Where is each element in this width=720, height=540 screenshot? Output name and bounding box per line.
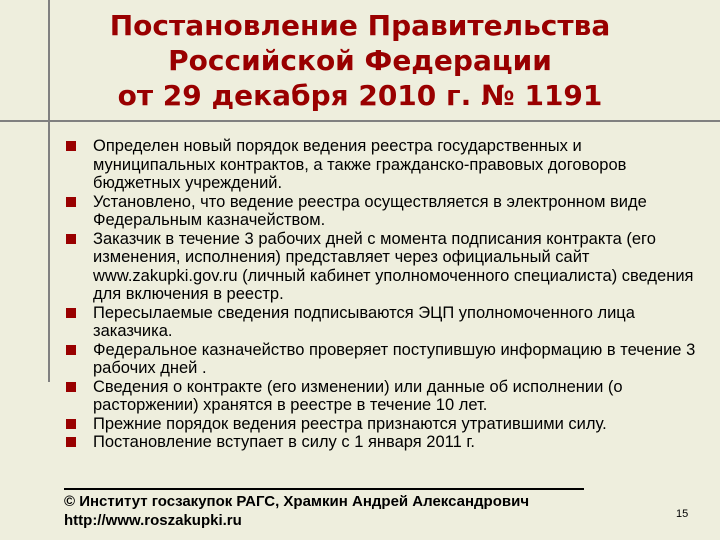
bullet-square-icon [66, 234, 76, 244]
footer-copyright: © Институт госзакупок РАГС, Храмкин Андрей Александрович [64, 493, 530, 510]
bullet-text: Постановление вступает в силу с 1 января 2011 г. [93, 433, 475, 451]
bullet-text: Пересылаемые сведения подписываются ЭЦП уполномоченного лица заказчика. [93, 303, 635, 340]
bullet-text: Федеральное казначейство проверяет поступившую информацию в течение 3 рабочих дней . [93, 340, 696, 377]
bullet-square-icon [66, 308, 76, 318]
bullet-square-icon [66, 197, 76, 207]
bullet-item [66, 304, 706, 341]
page-number: 15 [676, 508, 689, 520]
bullet-square-icon [66, 345, 76, 355]
bullet-square-icon [66, 141, 76, 151]
footer-link[interactable]: http://www.roszakupki.ru [64, 512, 242, 529]
bullet-text: Определен новый порядок ведения реестра государственных и муниципальных контрактов, а также гражданско-правовых договоров бюджетных учреждений. [93, 137, 627, 192]
title-line-2: Российской Федерации [168, 44, 552, 77]
slide-title [60, 8, 660, 113]
bullet-text: Сведения о контракте (его изменении) или данные об исполнении (о расторжении) хранятся в реестре в течение 10 лет. [93, 377, 623, 414]
decorative-vertical-line [48, 0, 50, 382]
title-line-3: от 29 декабря 2010 г. № 1191 [117, 79, 603, 112]
footer-divider [64, 488, 584, 490]
bullet-square-icon [66, 437, 76, 447]
bullet-item [66, 378, 706, 415]
bullet-square-icon [66, 382, 76, 392]
bullet-item [66, 433, 706, 452]
bullet-text: Прежние порядок ведения реестра признаются утратившими силу. [93, 414, 607, 433]
bullet-text: Установлено, что ведение реестра осуществляется в электронном виде Федеральным казначейством. [93, 192, 647, 229]
bullet-item [66, 230, 706, 304]
bullet-text: Заказчик в течение 3 рабочих дней с момента подписания контракта (его изменения, исполнения) представляет через официальный сайт www.zakupki.gov.ru (личный кабинет уполномоченного специалиста) сведения для включения в реестр. [93, 229, 694, 303]
bullet-item [66, 341, 706, 378]
bullet-item [66, 193, 706, 230]
bullet-list [66, 137, 706, 452]
bullet-item [66, 137, 706, 193]
title-line-1: Постановление Правительства [109, 9, 611, 42]
footer [64, 492, 529, 530]
decorative-horizontal-line [0, 120, 720, 122]
bullet-item [66, 415, 706, 434]
bullet-square-icon [66, 419, 76, 429]
